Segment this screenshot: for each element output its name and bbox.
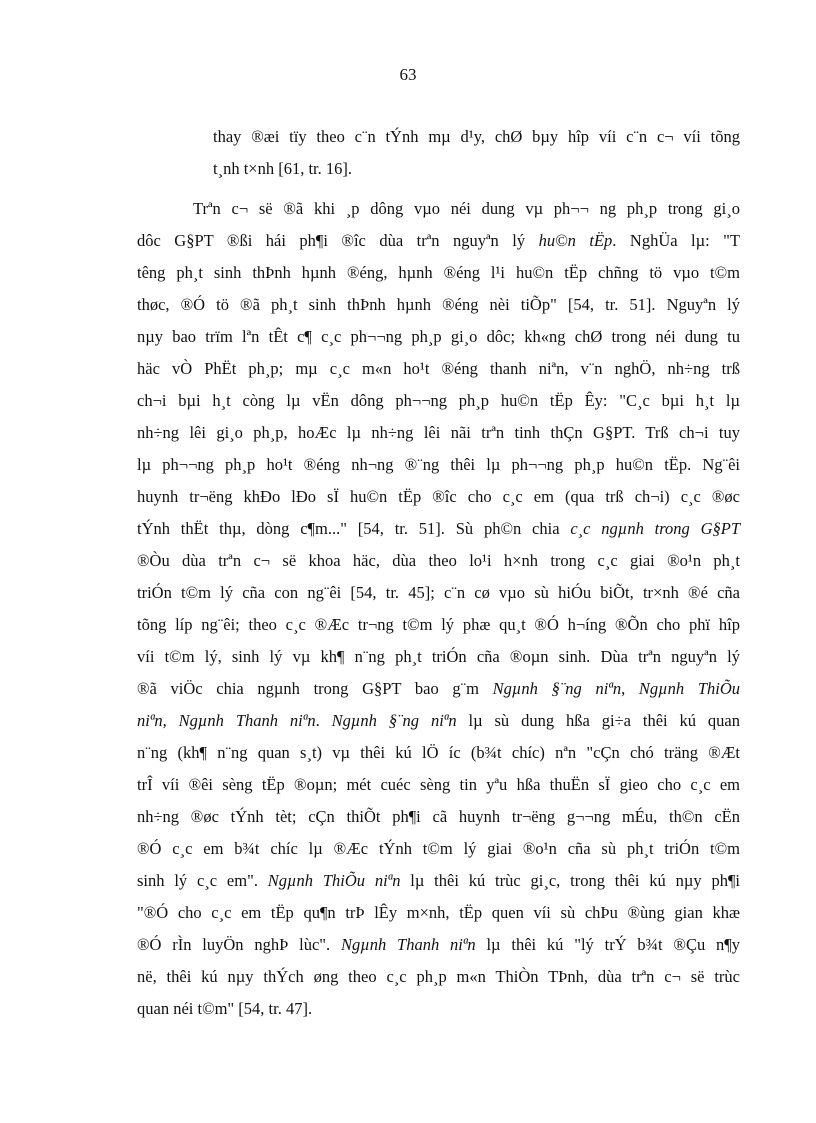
text-line bbox=[137, 902, 740, 926]
text-line bbox=[137, 838, 740, 862]
text-segment: nµy bao trïm lªn tÊt c¶ c¸c ph¬¬ng ph¸p gi¸o dôc; kh«ng chØ trong néi dung tu bbox=[137, 327, 740, 346]
text-line bbox=[137, 582, 740, 606]
text-line bbox=[213, 126, 740, 150]
text-line bbox=[137, 518, 740, 542]
text-segment: tÝnh thËt thµ, dòng c¶m..." [54, tr. 51]. Sù ph©n chia bbox=[137, 519, 571, 538]
text-segment: nh÷ng ®øc tÝnh tèt; cÇn thiÕt ph¶i cã huynh tr¬ëng g¬¬ng mÉu, th©n cËn bbox=[137, 807, 740, 826]
text-segment: nh÷ng lêi gi¸o ph¸p, hoÆc lµ nh÷ng lêi nãi trªn tinh thÇn G§PT. Trß ch¬i tuy bbox=[137, 423, 740, 442]
text-line bbox=[137, 678, 740, 702]
italic-text: Ngµnh Thanh niªn bbox=[340, 935, 476, 954]
text-segment: dôc G§PT ®ßi hái ph¶i ®îc dùa trªn nguyªn lý bbox=[137, 231, 539, 250]
text-line bbox=[137, 934, 740, 958]
text-segment: ch¬i bµi h¸t còng lµ vËn dông ph¬¬ng ph¸p hu©n tËp Êy: "C¸c bµi h¸t lµ bbox=[137, 391, 740, 410]
text-segment: ®ã viÖc chia ngµnh trong G§PT bao g¨m bbox=[137, 679, 493, 698]
text-line bbox=[137, 870, 740, 894]
text-line bbox=[137, 614, 740, 638]
text-segment: trÎ víi ®êi sèng tËp ®oµn; mét cuéc sèng tin yªu hßa thuËn sÏ gieo cho c¸c em bbox=[137, 775, 740, 794]
text-line bbox=[137, 806, 740, 830]
italic-text: Ngµnh ThiÕu niªn bbox=[267, 871, 401, 890]
text-segment: häc vÒ PhËt ph¸p; mµ c¸c m«n ho¹t ®éng thanh niªn, v¨n nghÖ, nh÷ng trß bbox=[137, 359, 740, 378]
text-segment: huynh tr¬ëng khÐo lÐo sÏ hu©n tËp ®îc cho c¸c em (qua trß ch¬i) c¸c ®øc bbox=[137, 487, 740, 506]
text-segment: sinh lý c¸c em". bbox=[137, 871, 268, 890]
text-line bbox=[137, 742, 740, 766]
text-line bbox=[137, 390, 740, 414]
text-line bbox=[137, 326, 740, 350]
text-line bbox=[137, 294, 740, 318]
text-line bbox=[137, 358, 740, 382]
text-segment: , bbox=[621, 679, 639, 698]
text-segment: thay ®æi tïy theo c¨n tÝnh mµ d¹y, chØ bµy hîp víi c¨n c¬ víi tõng bbox=[213, 127, 740, 146]
text-segment: n¨ng (kh¶ n¨ng quan s¸t) vµ thêi kú lÖ íc (b¾t chíc) nªn "cÇn chó träng ®Æt bbox=[137, 743, 740, 762]
text-segment: lµ thêi kú trùc gi¸c, trong thêi kú nµy ph¶i bbox=[400, 871, 741, 890]
italic-text: hu©n tËp bbox=[538, 231, 613, 250]
text-line bbox=[137, 710, 740, 734]
text-segment: ®Òu dùa trªn c¬ së khoa häc, dùa theo lo¹i h×nh trong c¸c giai ®o¹n ph¸t bbox=[137, 551, 740, 570]
text-segment: lµ ph¬¬ng ph¸p ho¹t ®éng nh¬ng ®¨ng thêi lµ ph¬¬ng ph¸p hu©n tËp. Ng¨êi bbox=[137, 455, 740, 474]
text-segment: ®Ó c¸c em b¾t chíc lµ ®Æc tÝnh t©m lý giai ®o¹n cña sù ph¸t triÓn t©m bbox=[137, 839, 740, 858]
text-segment: quan néi t©m" [54, tr. 47]. bbox=[137, 999, 313, 1018]
text-segment: triÓn t©m lý cña con ng¨êi [54, tr. 45]; c¨n cø vµo sù hiÓu biÕt, tr×nh ®é cña bbox=[137, 583, 740, 602]
italic-text: Ngµnh ThiÕu bbox=[638, 679, 740, 698]
text-line bbox=[137, 998, 740, 1022]
text-segment: . NghÜa lµ: "T bbox=[612, 231, 740, 250]
text-segment: têng ph¸t sinh thÞnh hµnh ®éng, hµnh ®éng l¹i hu©n tËp chñng tö vµo t©m bbox=[137, 263, 740, 282]
italic-text: Ngµnh §¨ng niªn bbox=[331, 711, 457, 730]
text-line bbox=[137, 454, 740, 478]
text-segment: víi t©m lý, sinh lý vµ kh¶ n¨ng ph¸t triÓn cña ®oµn sinh. Dùa trªn nguyªn lý bbox=[137, 647, 740, 666]
italic-text: niªn, Ngµnh Thanh niªn bbox=[137, 711, 316, 730]
text-segment: ®Ó rÌn luyÖn nghÞ lùc". bbox=[137, 935, 341, 954]
text-line bbox=[137, 230, 740, 254]
text-line bbox=[137, 646, 740, 670]
text-line bbox=[137, 486, 740, 510]
text-line bbox=[137, 262, 740, 286]
text-segment: thøc, ®Ó tö ®ã ph¸t sinh thÞnh hµnh ®éng nèi tiÕp" [54, tr. 51]. Nguyªn lý bbox=[137, 295, 740, 314]
text-segment: t¸nh t×nh [61, tr. 16]. bbox=[213, 159, 353, 178]
text-segment: . bbox=[315, 711, 332, 730]
text-line bbox=[213, 158, 740, 182]
text-line bbox=[137, 422, 740, 446]
text-line bbox=[193, 198, 740, 222]
text-segment: tõng líp ng¨êi; theo c¸c ®Æc tr¬ng t©m lý phæ qu¸t ®Ó h¬íng ®Õn cho phï hîp bbox=[137, 615, 740, 634]
text-line bbox=[137, 774, 740, 798]
text-line bbox=[137, 550, 740, 574]
page-number: 63 bbox=[399, 65, 417, 84]
text-line bbox=[137, 966, 740, 990]
text-segment: lµ thêi kú "lý trÝ b¾t ®Çu n¶y bbox=[475, 935, 741, 954]
text-segment: në, thêi kú nµy thÝch øng theo c¸c ph¸p m«n ThiÒn TÞnh, dùa trªn c¬ së trùc bbox=[137, 967, 740, 986]
text-segment: lµ sù dung hßa gi÷a thêi kú quan bbox=[456, 711, 740, 730]
text-segment: "®Ó cho c¸c em tËp qu¶n trÞ lÊy m×nh, tËp quen víi sù chÞu ®ùng gian khæ bbox=[137, 903, 740, 922]
italic-text: c¸c ngµnh trong G§PT bbox=[570, 519, 741, 538]
italic-text: Ngµnh §¨ng niªn bbox=[492, 679, 622, 698]
text-segment: Trªn c¬ së ®ã khi ¸p dông vµo néi dung vµ ph¬¬ ng ph¸p trong gi¸o bbox=[193, 199, 740, 218]
